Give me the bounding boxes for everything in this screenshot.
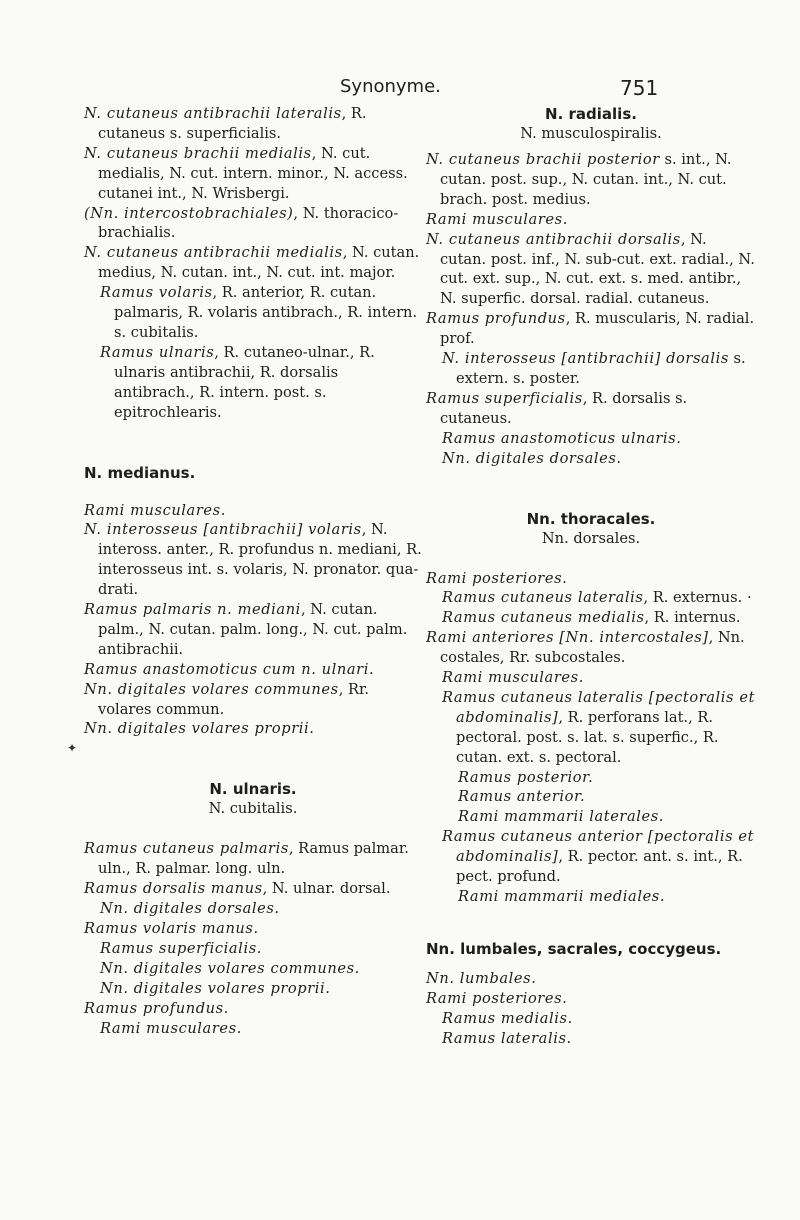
entry-term: Rami musculares. <box>442 669 584 687</box>
entry-term: Ramus ulnaris <box>100 343 215 361</box>
synonym-entry <box>426 608 756 628</box>
entry-term: Rami anteriores [Nn. intercostales] <box>426 629 709 647</box>
section-heading-thoracales: Nn. thoracales. <box>526 509 656 528</box>
synonym-entry <box>84 919 422 939</box>
ulnaris-synonym: N. cubitalis. <box>208 800 298 818</box>
lumbales-list <box>426 969 756 1049</box>
entry-synonyms: , R. internus. <box>644 609 741 627</box>
entry-term: Ramus volaris manus. <box>84 920 259 937</box>
left-column <box>84 104 422 1038</box>
entry-term: Rami musculares. <box>426 210 568 228</box>
entry-term: Rami mammarii mediales. <box>458 888 666 905</box>
entry-term: Ramus cutaneus palmaris <box>84 840 289 858</box>
entry-term: Nn. digitales dorsales. <box>442 449 622 467</box>
entry-term: N. cutaneus brachii posterior <box>426 151 660 168</box>
running-title: Synonyme. <box>340 76 441 97</box>
section-heading-radialis: N. radialis. <box>545 105 637 123</box>
synonym-entry <box>426 210 756 230</box>
section-heading-ulnaris: N. ulnaris. <box>209 780 297 799</box>
radialis-synonym: N. musculospiralis. <box>520 125 662 142</box>
page-number: 751 <box>620 76 659 100</box>
entry-synonyms: , R. pector. ant. s. int., R. pect. profund. <box>456 848 743 886</box>
synonym-entry <box>84 600 422 660</box>
section-heading-medianus: N. medianus. <box>84 463 196 482</box>
entry-term: Ramus anastomoticus ulnaris. <box>442 429 682 447</box>
entry-term: Ramus medialis. <box>442 1009 573 1027</box>
entry-synonyms: , Ramus palmar. uln., R. palmar. long. uln. <box>98 840 409 878</box>
entry-synonyms: s. extern. s. poster. <box>456 350 746 387</box>
synonym-entry <box>84 1019 422 1039</box>
entry-term: Ramus posterior. <box>458 768 594 786</box>
section-heading-lumbales: Nn. lumbales, sacrales, coccygeus. <box>426 939 722 958</box>
synonym-entry <box>426 1029 756 1049</box>
synonym-entry <box>84 204 422 244</box>
entry-term: Ramus cutaneus lateralis <box>442 589 644 607</box>
synonym-entry <box>426 688 756 768</box>
entry-synonyms: , R. perforans lat., R. pectoral. post. s. lat. s. superfic., R. cutan. ext. s. pectoral. <box>456 708 719 766</box>
entry-synonyms: , Rr. volares commun. <box>98 680 369 718</box>
entry-term: N. interosseus [antibrachii] volaris <box>84 521 362 539</box>
entry-term: Rami mammarii laterales. <box>458 808 665 826</box>
synonym-entry <box>426 349 756 389</box>
entry-term: (Nn. intercostobrachiales) <box>84 204 294 222</box>
entry-term: Ramus superficialis. <box>100 939 262 957</box>
entry-synonyms: , N. inteross. anter., R. profundus n. mediani, R. interosseus int. s. volaris, N. pronator. quadrati. <box>98 521 422 599</box>
entry-term: Ramus volaris <box>100 284 213 302</box>
entry-term: N. cutaneus antibrachii medialis <box>84 244 343 262</box>
synonym-entry <box>426 309 756 349</box>
synonym-entry <box>84 660 422 680</box>
thoracales-list <box>426 569 756 907</box>
synonym-entry <box>426 389 756 429</box>
entry-synonyms: , R. externus. · <box>643 589 752 607</box>
entry-synonyms: s. int., N. cutan. post. sup., N. cutan. int., N. cut. brach. post. medius. <box>440 151 732 208</box>
entry-term: Rami posteriores. <box>426 569 568 587</box>
synonym-entry <box>84 959 422 979</box>
entry-term: Nn. digitales volares communes <box>84 680 339 698</box>
synonym-entry <box>84 144 422 204</box>
synonym-entry <box>84 283 422 343</box>
synonym-entry <box>84 939 422 959</box>
synonym-entry <box>426 807 756 827</box>
synonym-entry <box>426 887 756 907</box>
right-column <box>426 104 756 1049</box>
entry-term: Ramus anterior. <box>458 788 586 806</box>
entry-synonyms: , R. cutaneo-ulnar., R. ulnaris antibrachii, R. dorsalis antibrach., R. intern. post. s. epitrochlearis. <box>114 343 375 421</box>
radialis-list <box>426 150 756 469</box>
entry-term: Ramus palmaris n. mediani <box>84 601 301 619</box>
synonym-entry <box>84 104 422 144</box>
thoracales-synonym: Nn. dorsales. <box>541 529 641 547</box>
synonym-entry <box>426 449 756 469</box>
synonym-entry <box>426 150 756 210</box>
entry-term: Ramus cutaneus medialis <box>442 609 645 627</box>
entry-term: N. interosseus [antibrachii] dorsalis <box>442 350 729 368</box>
entry-term: Ramus anastomoticus cum n. ulnari. <box>84 660 375 678</box>
entry-term: Nn. digitales volares proprii. <box>100 979 331 997</box>
ulnaris-list <box>84 839 422 1038</box>
synonym-entry <box>426 588 756 608</box>
synonym-entry <box>84 899 422 919</box>
entry-term: Ramus superficialis <box>426 389 583 407</box>
entry-term: Nn. digitales volares proprii. <box>84 720 315 738</box>
synonym-entry <box>426 429 756 449</box>
entry-synonyms: , N. thoracico-brachialis. <box>98 204 399 242</box>
entry-term: Nn. digitales dorsales. <box>100 900 280 918</box>
entry-term: Ramus profundus <box>426 310 566 328</box>
entry-term: Rami musculares. <box>100 1019 242 1037</box>
synonym-entry <box>426 569 756 589</box>
synonym-entry <box>426 787 756 807</box>
synonym-entry <box>426 768 756 788</box>
entry-synonyms: , R. cutaneus s. superficialis. <box>98 105 367 142</box>
entry-synonyms: , N. cutan. post. inf., N. sub-cut. ext. radial., N. cut. ext. sup., N. cut. ext. s. med. antibr., N. superfic. dorsal. radial. cutaneus. <box>440 230 755 308</box>
cutaneus-list <box>84 104 422 423</box>
synonym-entry <box>84 520 422 600</box>
entry-term: N. cutaneus antibrachii lateralis <box>84 105 342 122</box>
synonym-entry <box>426 989 756 1009</box>
entry-term: N. cutaneus antibrachii dorsalis <box>426 230 681 248</box>
entry-term: N. cutaneus brachii medialis <box>84 144 312 162</box>
entry-term: Ramus cutaneus lateralis [pectoralis et abdominalis] <box>442 688 756 726</box>
entry-synonyms: , Nn. costales, Rr. subcostales. <box>440 629 745 667</box>
synonym-entry <box>426 969 756 989</box>
synonym-entry <box>84 501 422 521</box>
synonym-entry <box>84 979 422 999</box>
entry-term: Ramus profundus. <box>84 999 229 1017</box>
entry-term: Ramus dorsalis manus <box>84 880 263 898</box>
synonym-entry <box>426 827 756 887</box>
entry-term: Ramus lateralis. <box>442 1029 572 1047</box>
entry-synonyms: , N. cutan. medius, N. cutan. int., N. cut. int. major. <box>98 244 420 282</box>
entry-synonyms: , R. dorsalis s. cutaneus. <box>440 389 688 427</box>
entry-synonyms: , N. cut. medialis, N. cut. intern. minor., N. access. cutanei int., N. Wrisbergi. <box>98 144 408 202</box>
synonym-entry <box>426 628 756 668</box>
entry-synonyms: , N. ulnar. dorsal. <box>262 880 391 898</box>
entry-term: Nn. lumbales. <box>426 969 537 987</box>
page-header <box>0 76 800 100</box>
synonym-entry <box>426 1009 756 1029</box>
entry-synonyms: , N. cutan. palm., N. cutan. palm. long., N. cut. palm. antibrachii. <box>98 601 408 658</box>
entry-term: Rami musculares. <box>84 501 226 519</box>
entry-synonyms: , R. muscularis, N. radial. prof. <box>440 310 755 348</box>
synonym-entry <box>84 719 422 739</box>
synonym-entry <box>84 999 422 1019</box>
medianus-list <box>84 501 422 740</box>
synonym-entry <box>84 879 422 899</box>
synonym-entry <box>84 839 422 879</box>
margin-mark: ✦ <box>67 741 78 755</box>
entry-synonyms: , R. anterior, R. cutan. palmaris, R. volaris antibrach., R. intern. s. cubitalis. <box>114 284 418 341</box>
entry-term: Rami posteriores. <box>426 989 568 1007</box>
entry-term: Nn. digitales volares communes. <box>100 959 360 977</box>
synonym-entry <box>426 230 756 310</box>
synonym-entry <box>426 668 756 688</box>
synonym-entry <box>84 680 422 720</box>
synonym-entry <box>84 343 422 423</box>
entry-term: Ramus cutaneus anterior [pectoralis et abdominalis] <box>442 828 755 866</box>
synonym-entry <box>84 243 422 283</box>
